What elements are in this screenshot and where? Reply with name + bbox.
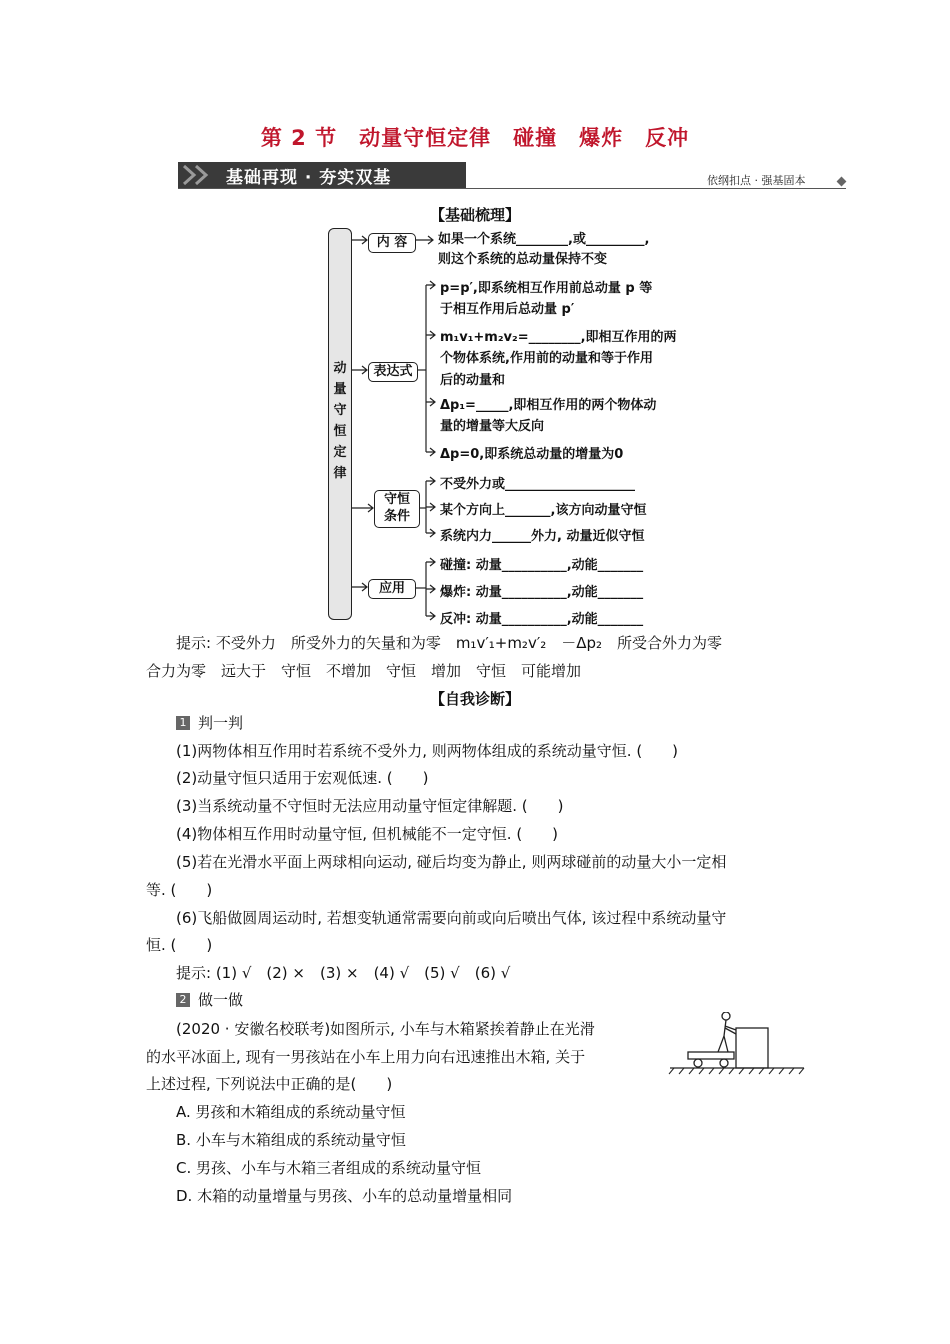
question-5-line1: (5)若在光滑水平面上两球相向运动, 碰后均变为静止, 则两球碰前的动量大小一定相 (176, 853, 727, 871)
expression-item1-line2: 于相互作用后总动量 p′ (440, 302, 575, 317)
section-heading-basics: 【基础梳理】 (429, 206, 520, 224)
hint-answers-line2: 合力为零 远大于 守恒 不增加 守恒 增加 守恒 可能增加 (146, 662, 582, 680)
mindmap-root-text (330, 358, 350, 484)
part1-hint: 提示: (1) √ (2) × (3) × (4) √ (5) √ (6) √ (176, 964, 511, 982)
branch-condition-box (374, 490, 420, 528)
condition-item1: 不受外力或____________________ (440, 477, 636, 492)
expression-item3-line1: Δp₁=_____,即相互作用的两个物体动 (440, 398, 657, 413)
problem-line1: (2020 · 安徽名校联考)如图所示, 小车与木箱紧挨着静止在光滑 (176, 1020, 595, 1038)
branch-application-box: 应用 (368, 579, 416, 599)
option-d: D. 木箱的动量增量与男孩、小车的总动量增量相同 (176, 1187, 513, 1205)
expression-item1-line1: p=p′,即系统相互作用前总动量 p 等 (440, 281, 653, 296)
root-char: 恒 (333, 424, 347, 439)
application-item3: 反冲: 动量__________,动能_______ (440, 612, 644, 627)
option-b: B. 小车与木箱组成的系统动量守恒 (176, 1131, 406, 1149)
condition-item3: 系统内力______外力, 动量近似守恒 (440, 529, 645, 544)
root-char: 定 (333, 445, 347, 460)
expression-item2-line1: m₁v₁+m₂v₂=________,即相互作用的两 (440, 330, 677, 345)
mindmap-root-label (330, 358, 350, 484)
expression-item3-line2: 量的增量等大反向 (440, 419, 545, 434)
root-char: 量 (333, 382, 347, 397)
question-2: (2)动量守恒只适用于宏观低速. ( ) (176, 769, 429, 787)
banner-right-text: 依纲扣点 · 强基固本 (707, 174, 806, 187)
branch-expression-box: 表达式 (368, 362, 418, 382)
question-5-line2: 等. ( ) (146, 881, 213, 899)
mindmap-connectors (0, 0, 950, 640)
branch-content-box: 内 容 (368, 233, 416, 253)
content-line2: 则这个系统的总动量保持不变 (438, 252, 608, 267)
question-6-line1: (6)飞船做圆周运动时, 若想变轨通常需要向前或向后喷出气体, 该过程中系统动量守 (176, 909, 727, 927)
question-1: (1)两物体相互作用时若系统不受外力, 则两物体组成的系统动量守恒. ( ) (176, 742, 679, 760)
problem-line3: 上述过程, 下列说法中正确的是( ) (146, 1075, 393, 1093)
cart-box-figure (668, 1012, 808, 1076)
hint-answers-line1: 提示: 不受外力 所受外力的矢量和为零 m₁v′₁+m₂v′₂ －Δp₂ 所受合外力为零 (176, 634, 723, 652)
part2-title: 做一做 (198, 991, 244, 1009)
application-item2: 爆炸: 动量__________,动能_______ (440, 585, 644, 600)
option-c: C. 男孩、小车与木箱三者组成的系统动量守恒 (176, 1159, 482, 1177)
root-char: 守 (333, 403, 347, 418)
condition-label-line1: 守恒 (383, 492, 410, 507)
problem-line2: 的水平冰面上, 现有一男孩站在小车上用力向右迅速推出木箱, 关于 (146, 1048, 586, 1066)
option-a: A. 男孩和木箱组成的系统动量守恒 (176, 1103, 406, 1121)
part1-number-badge: 1 (176, 716, 190, 730)
part1-title: 判一判 (198, 714, 244, 732)
expression-item2-line2: 个物体系统,作用前的动量和等于作用 (440, 351, 653, 366)
part2-number-badge: 2 (176, 993, 190, 1007)
condition-label-line2: 条件 (383, 509, 410, 524)
condition-item2: 某个方向上_______,该方向动量守恒 (440, 503, 647, 518)
expression-item2-line3: 后的动量和 (440, 373, 506, 388)
root-char: 动 (333, 361, 347, 376)
banner-left-text: 基础再现 · 夯实双基 (226, 168, 392, 188)
question-4: (4)物体相互作用时动量守恒, 但机械能不一定守恒. ( ) (176, 825, 559, 843)
application-item1: 碰撞: 动量__________,动能_______ (440, 558, 644, 573)
question-6-line2: 恒. ( ) (146, 936, 213, 954)
root-char: 律 (333, 466, 347, 481)
expression-item4: Δp=0,即系统总动量的增量为0 (440, 447, 624, 462)
page-title: 第 2 节 动量守恒定律 碰撞 爆炸 反冲 (260, 126, 690, 150)
question-3: (3)当系统动量不守恒时无法应用动量守恒定律解题. ( ) (176, 797, 564, 815)
content-line1: 如果一个系统________,或_________, (438, 232, 650, 247)
section-heading-diagnosis: 【自我诊断】 (429, 690, 520, 708)
